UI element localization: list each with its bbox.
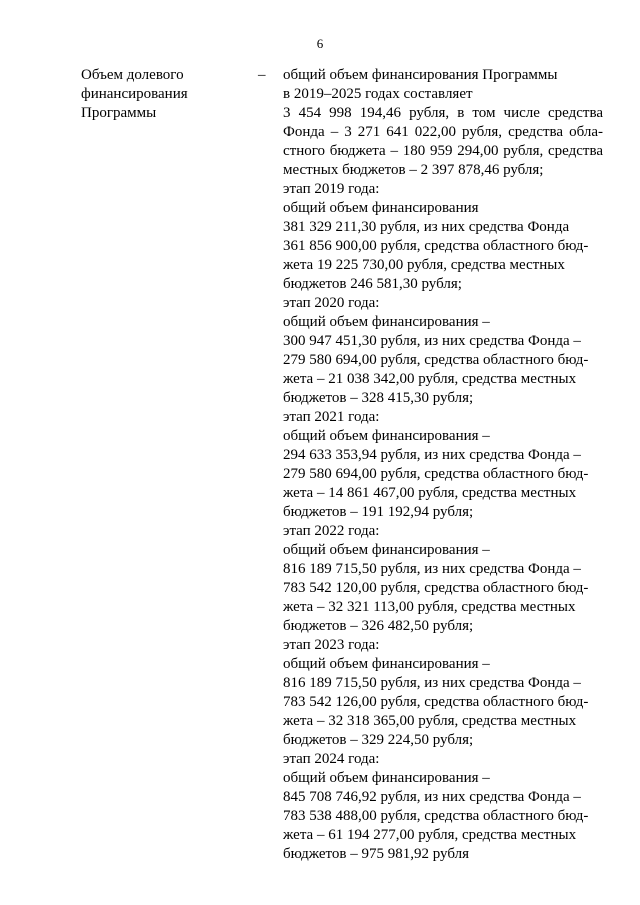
text-line: жета – 32 318 365,00 рубля, средства местных (283, 713, 577, 729)
text-line: бюджетов – 191 192,94 рубля; (283, 504, 474, 520)
text-line: 783 538 488,00 рубля, средства областного бюд- (283, 808, 589, 824)
text-line: общий объем финансирования – (283, 770, 490, 786)
text-line: общий объем финансирования – (283, 542, 490, 558)
label-line: Программы (81, 105, 157, 121)
text-line: 3 454 998 194,46 рубля, в том числе средства (283, 105, 603, 121)
text-line: общий объем финансирования – (283, 314, 490, 330)
text-line: этап 2021 года: (283, 409, 380, 425)
separator-dash: – (258, 67, 266, 83)
text-line: бюджетов – 975 981,92 рубля (283, 846, 469, 862)
text-line: 845 708 746,92 рубля, из них средства Фонда – (283, 789, 581, 805)
text-line: общий объем финансирования (283, 200, 479, 216)
label-line: Объем долевого (81, 67, 184, 83)
section-label (81, 66, 251, 123)
text-line: в 2019–2025 годах составляет (283, 86, 473, 102)
text-line: стного бюджета – 180 959 294,00 рубля, средства (283, 143, 603, 159)
text-line: 381 329 211,30 рубля, из них средства Фонда (283, 219, 570, 235)
text-line: этап 2022 года: (283, 523, 380, 539)
text-line: 361 856 900,00 рубля, средства областного бюд- (283, 238, 589, 254)
text-line: бюджетов 246 581,30 рубля; (283, 276, 462, 292)
text-line: Фонда – 3 271 641 022,00 рубля, средства обла- (283, 124, 603, 140)
text-line: бюджетов – 329 224,50 рубля; (283, 732, 474, 748)
text-line: общий объем финансирования – (283, 656, 490, 672)
page-number: 6 (316, 36, 324, 51)
text-line: местных бюджетов – 2 397 878,46 рубля; (283, 162, 544, 178)
text-line: жета – 61 194 277,00 рубля, средства местных (283, 827, 577, 843)
text-line: 783 542 126,00 рубля, средства областного бюд- (283, 694, 589, 710)
text-line: этап 2023 года: (283, 637, 380, 653)
text-line: 279 580 694,00 рубля, средства областного бюд- (283, 352, 589, 368)
text-line: общий объем финансирования Программы (283, 67, 558, 83)
text-line: этап 2019 года: (283, 181, 380, 197)
text-line: 294 633 353,94 рубля, из них средства Фонда – (283, 447, 581, 463)
text-line: общий объем финансирования – (283, 428, 490, 444)
text-line: 816 189 715,50 рубля, из них средства Фонда – (283, 675, 581, 691)
text-line: жета – 14 861 467,00 рубля, средства местных (283, 485, 577, 501)
text-line: жета 19 225 730,00 рубля, средства местных (283, 257, 565, 273)
text-line: 300 947 451,30 рубля, из них средства Фонда – (283, 333, 581, 349)
text-line: этап 2024 года: (283, 751, 380, 767)
text-line: бюджетов – 326 482,50 рубля; (283, 618, 474, 634)
text-line: 816 189 715,50 рубля, из них средства Фонда – (283, 561, 581, 577)
label-line: финансирования (81, 86, 188, 102)
financing-text (283, 66, 603, 864)
text-line: бюджетов – 328 415,30 рубля; (283, 390, 474, 406)
text-line: 279 580 694,00 рубля, средства областного бюд- (283, 466, 589, 482)
text-line: жета – 21 038 342,00 рубля, средства местных (283, 371, 577, 387)
text-line: 783 542 120,00 рубля, средства областного бюд- (283, 580, 589, 596)
text-line: жета – 32 321 113,00 рубля, средства местных (283, 599, 576, 615)
text-line: этап 2020 года: (283, 295, 380, 311)
